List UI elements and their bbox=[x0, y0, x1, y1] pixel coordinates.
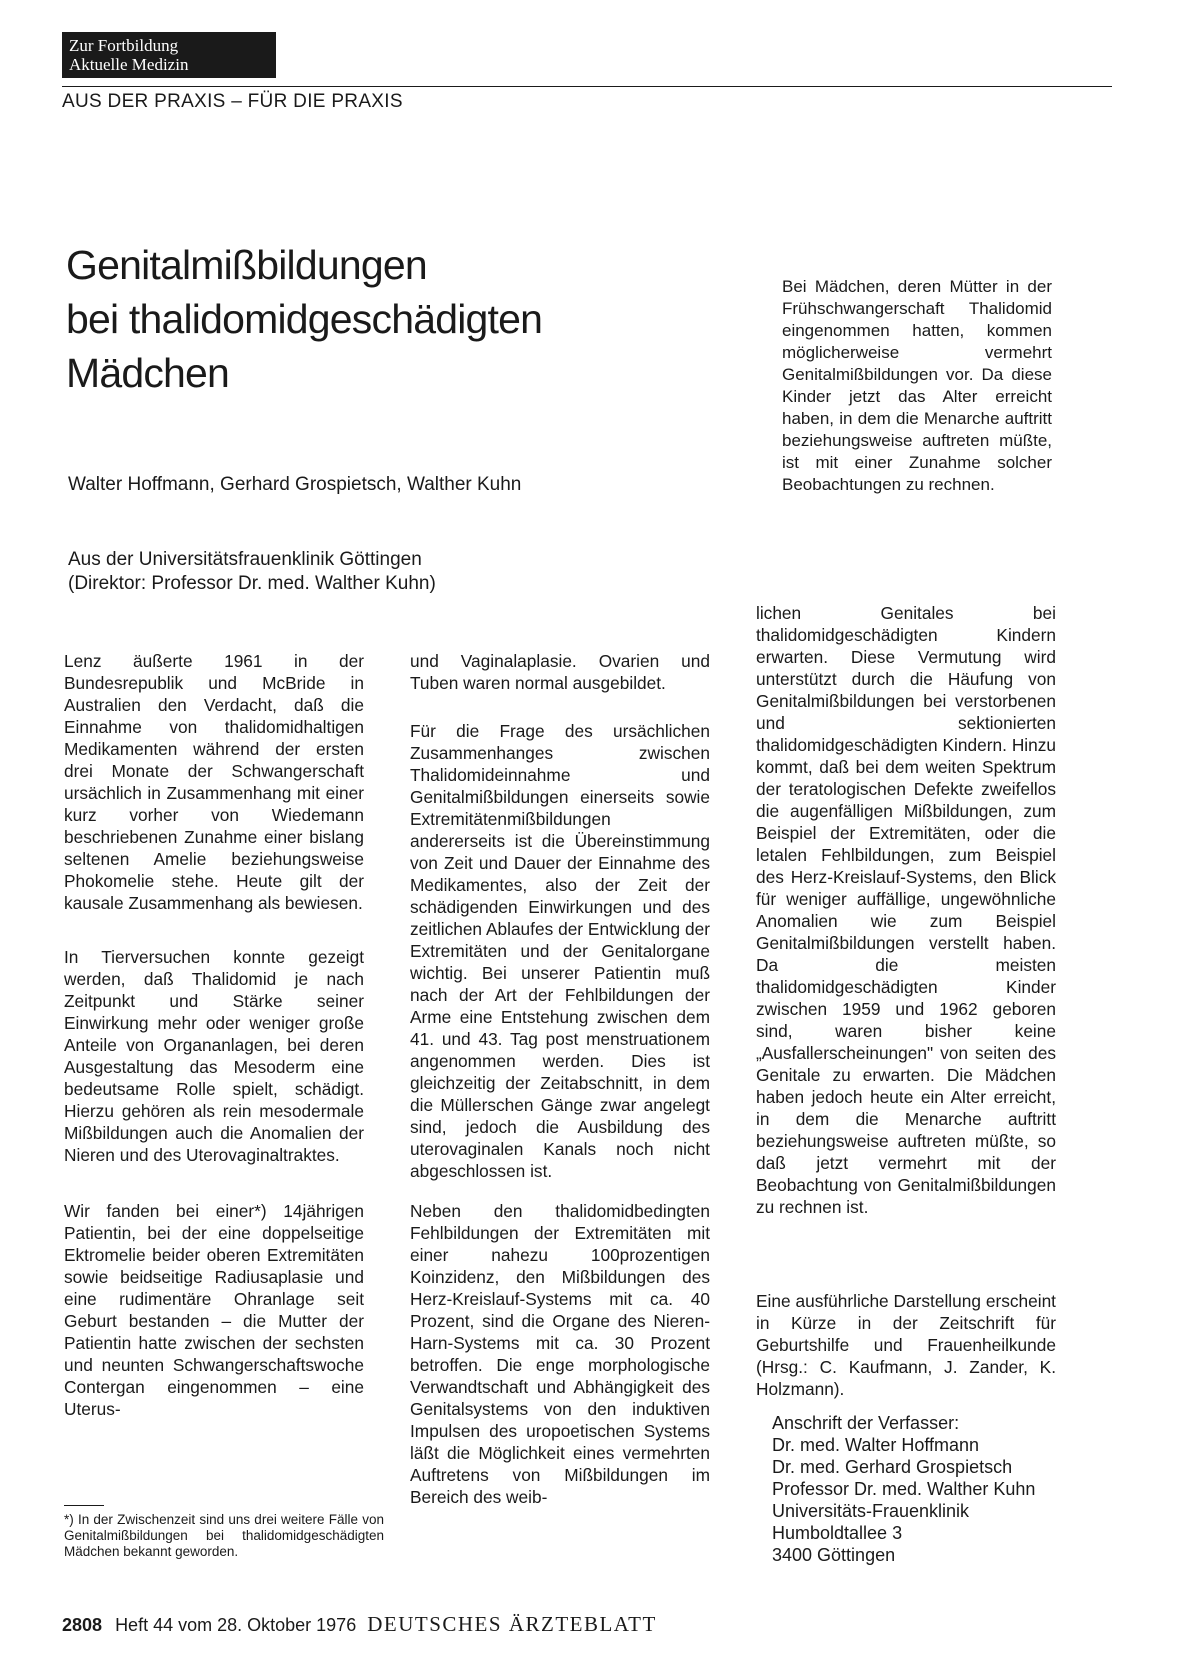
rubric-line-1: Zur Fortbildung bbox=[69, 36, 179, 55]
paragraph: lichen Genitales bei thalidomidgeschädigten Kindern erwarten. Diese Vermutung wird unterstützt durch die Häufung von Genitalmißbildungen bei verstorbenen und sektionierten thalidomidgeschädigten Kindern. Hinzu kommt, daß bei dem weiten Spektrum der teratologischen Defekte zweifellos die augenfälligen Mißbildungen, zum Beispiel der Extremitäten, oder die letalen Fehlbildungen, zum Beispiel des Herz-Kreislauf-Systems, den Blick für weniger auffällige, ungewöhnliche Anomalien wie zum Beispiel Genitalmißbildungen verstellt haben. Da die meisten thalidomidgeschädigten Kinder zwischen 1959 und 1962 geboren sind, waren bisher keine „Ausfallerscheinungen" von seiten des Genitale zu erwarten. Die Mädchen haben jedoch heute ein Alter erreicht, in dem die Menarche auftritt beziehungsweise auftreten müßte, so daß jetzt vermehrt mit der Beobachtung von Genitalmißbildungen zu rechnen ist. bbox=[756, 603, 1056, 1217]
footnote-rule bbox=[64, 1505, 104, 1506]
rubric-line-2: Aktuelle Medizin bbox=[69, 55, 189, 74]
title-line-3: Mädchen bbox=[66, 350, 230, 396]
rubric-label bbox=[62, 32, 276, 78]
affiliation bbox=[68, 548, 436, 596]
article-title bbox=[66, 238, 686, 400]
author-address bbox=[772, 1412, 1035, 1566]
body-column-1b bbox=[64, 946, 364, 1166]
page-number: 2808 bbox=[62, 1615, 103, 1635]
journal-name: DEUTSCHES ÄRZTEBLATT bbox=[367, 1612, 657, 1636]
body-column-2 bbox=[410, 650, 710, 694]
address-line: Humboldtallee 3 bbox=[772, 1523, 903, 1543]
paragraph: Lenz äußerte 1961 in der Bundesrepublik und McBride in Australien den Verdacht, daß die Einnahme von thalidomidhaltigen Medikamenten während der ersten drei Monate der Schwangerschaft ursächlich in Zusammenhang mit einer kurz vorher von Wiedemann beschriebenen Zunahme einer bislang seltenen Amelie beziehungsweise Phokomelie stehe. Heute gilt der kausale Zusammenhang als bewiesen. bbox=[64, 651, 364, 913]
paragraph: Eine ausführliche Darstellung erscheint in Kürze in der Zeitschrift für Geburtshilfe und Frauenheilkunde (Hrsg.: C. Kaufmann, J. Zander, K. Holzmann). bbox=[756, 1291, 1056, 1399]
issue-info: Heft 44 vom 28. Oktober 1976 bbox=[115, 1615, 357, 1635]
address-line: Dr. med. Walter Hoffmann bbox=[772, 1435, 980, 1455]
body-column-2b bbox=[410, 720, 710, 1182]
address-line: Anschrift der Verfasser: bbox=[772, 1413, 960, 1433]
address-line: Professor Dr. med. Walther Kuhn bbox=[772, 1479, 1036, 1499]
title-line-2: bei thalidomidgeschädigten bbox=[66, 296, 543, 342]
footnote: *) In der Zwischenzeit sind uns drei weitere Fälle von Genitalmißbildungen bei thalidomidgeschädigten Mädchen bekannt geworden. bbox=[64, 1512, 384, 1559]
body-column-3b bbox=[756, 1290, 1056, 1400]
section-heading: AUS DER PRAXIS – FÜR DIE PRAXIS bbox=[62, 91, 403, 112]
body-column-1 bbox=[64, 650, 364, 914]
title-line-1: Genitalmißbildungen bbox=[66, 242, 427, 288]
authors: Walter Hoffmann, Gerhard Grospietsch, Walther Kuhn bbox=[68, 474, 522, 495]
affiliation-line-1: Aus der Universitätsfrauenklinik Göttingen bbox=[68, 549, 422, 570]
page-footer bbox=[62, 1612, 657, 1637]
paragraph: Neben den thalidomidbedingten Fehlbildungen der Extremitäten mit einer nahezu 100prozentigen Koinzidenz, den Mißbildungen des Herz-Kreislauf-Systems mit ca. 40 Prozent, sind die Organe des Nieren-Harn-Systems mit ca. 30 Prozent betroffen. Die enge morphologische Verwandtschaft und Abhängigkeit des Genitalsystems von den induktiven Impulsen des uropoetischen Systems läßt die Möglichkeit eines vermehrten Auftretens von Mißbildungen im Bereich des weib- bbox=[410, 1201, 710, 1507]
header-rule bbox=[62, 86, 1112, 87]
body-column-1c bbox=[64, 1200, 364, 1420]
paragraph: Wir fanden bei einer*) 14jährigen Patientin, bei der eine doppelseitige Ektromelie beider oberen Extremitäten sowie beidseitige Radiusaplasie und eine rudimentäre Ohranlage seit Geburt bestanden – die Mutter der Patientin hatte zwischen der sechsten und neunten Schwangerschaftswoche Contergan eingenommen – eine Uterus- bbox=[64, 1201, 364, 1419]
abstract: Bei Mädchen, deren Mütter in der Frühschwangerschaft Thalidomid eingenommen hatten, kommen möglicherweise vermehrt Genitalmißbildungen vor. Da diese Kinder jetzt das Alter erreicht haben, in dem die Menarche auftritt beziehungsweise auftreten müßte, ist mit einer Zunahme solcher Beobachtungen zu rechnen. bbox=[782, 277, 1052, 494]
body-column-3 bbox=[756, 602, 1056, 1218]
address-line: Dr. med. Gerhard Grospietsch bbox=[772, 1457, 1013, 1477]
address-line: 3400 Göttingen bbox=[772, 1545, 896, 1565]
paragraph: Für die Frage des ursächlichen Zusammenhanges zwischen Thalidomideinnahme und Genitalmißbildungen einerseits sowie Extremitätenmißbildungen andererseits ist die Übereinstimmung von Zeit und Dauer der Einnahme des Medikamentes, also der Zeit der schädigenden Einwirkungen und des zeitlichen Ablaufes der Entwicklung der Extremitäten und der Genitalorgane wichtig. Bei unserer Patientin muß nach der Art der Fehlbildungen der Arme eine Entstehung zwischen dem 41. und 43. Tag post menstruationem angenommen werden. Dies ist gleichzeitig der Zeitabschnitt, in dem die Müllerschen Gänge zwar angelegt sind, jedoch die Ausbildung des uterovaginalen Kanals noch nicht abgeschlossen ist. bbox=[410, 721, 710, 1181]
paragraph: und Vaginalaplasie. Ovarien und Tuben waren normal ausgebildet. bbox=[410, 651, 710, 693]
affiliation-line-2: (Direktor: Professor Dr. med. Walther Kuhn) bbox=[68, 573, 436, 594]
body-column-2c bbox=[410, 1200, 710, 1508]
paragraph: In Tierversuchen konnte gezeigt werden, daß Thalidomid je nach Zeitpunkt und Stärke seiner Einwirkung mehr oder weniger große Anteile von Organanlagen, bei deren Ausgestaltung das Mesoderm eine bedeutsame Rolle spielt, schädigt. Hierzu gehören als rein mesodermale Mißbildungen auch die Anomalien der Nieren und des Uterovaginaltraktes. bbox=[64, 947, 364, 1165]
address-line: Universitäts-Frauenklinik bbox=[772, 1501, 970, 1521]
